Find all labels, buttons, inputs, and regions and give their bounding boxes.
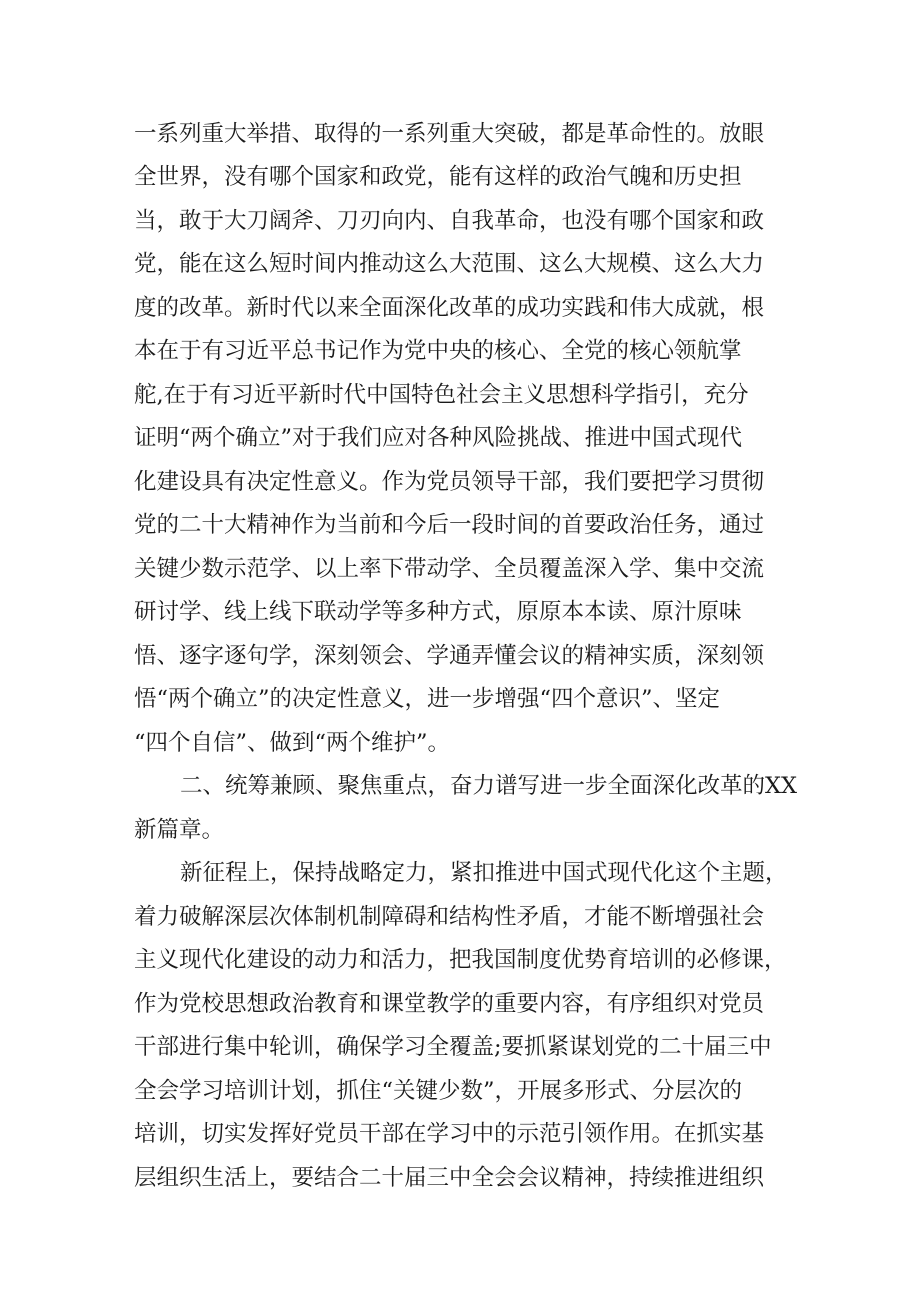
- text-line: 全世界，没有哪个国家和政党，能有这样的政治气魄和历史担: [134, 164, 742, 190]
- text-line: 新征程上，保持战略定力，紧扣推进中国式现代化这个主题，: [180, 860, 788, 886]
- text-line: 度的改革。新时代以来全面深化改革的成功实践和伟大成就，根: [134, 295, 765, 321]
- text-line: 着力破解深层次体制机制障碍和结构性矛盾，才能不断增强社会: [134, 904, 765, 930]
- text-line: 一系列重大举措、取得的一系列重大突破，都是革命性的。放眼: [134, 121, 765, 147]
- text-line: 化建设具有决定性意义。作为党员领导干部，我们要把学习贯彻: [134, 469, 765, 495]
- text-line: 关键少数示范学、以上率下带动学、全员覆盖深入学、集中交流: [134, 556, 765, 582]
- text-line: 当，敢于大刀阔斧、刀刃向内、自我革命，也没有哪个国家和政: [134, 208, 765, 234]
- text-line: 悟“两个确立”的决定性意义，进一步增强“四个意识”、坚定: [134, 686, 721, 712]
- section-heading-line: 二、统筹兼顾、聚焦重点，奋力谱写进一步全面深化改革的XX: [180, 773, 798, 799]
- text-line: 层组织生活上，要结合二十届三中全会会议精神，持续推进组织: [134, 1165, 765, 1191]
- text-line: 舵,在于有习近平新时代中国特色社会主义思想科学指引，充分: [134, 382, 749, 408]
- text-line: 全会学习培训计划，抓住“关键少数”，开展多形式、分层次的: [134, 1078, 743, 1104]
- section-heading-line: 新篇章。: [134, 817, 225, 843]
- text-line: 悟、逐字逐句学，深刻领会、学通弄懂会议的精神实质，深刻领: [134, 643, 765, 669]
- text-line: “四个自信”、做到“两个维护”。: [134, 730, 451, 756]
- text-line: 本在于有习近平总书记作为党中央的核心、全党的核心领航掌: [134, 338, 742, 364]
- text-line: 培训，切实发挥好党员干部在学习中的示范引领作用。在抓实基: [134, 1121, 765, 1147]
- text-line: 证明“两个确立”对于我们应对各种风险挑战、推进中国式现代: [134, 425, 743, 451]
- text-line: 主义现代化建设的动力和活力，把我国制度优势育培训的必修课，: [134, 947, 787, 973]
- text-line: 干部进行集中轮训，确保学习全覆盖;要抓紧谋划党的二十届三中: [134, 1034, 772, 1060]
- text-line: 作为党校思想政治教育和课堂教学的重要内容，有序组织对党员: [134, 991, 765, 1017]
- text-line: 党，能在这么短时间内推动这么大范围、这么大规模、这么大力: [134, 251, 765, 277]
- text-line: 党的二十大精神作为当前和今后一段时间的首要政治任务，通过: [134, 512, 765, 538]
- text-line: 研讨学、线上线下联动学等多种方式，原原本本读、原汁原味: [134, 599, 742, 625]
